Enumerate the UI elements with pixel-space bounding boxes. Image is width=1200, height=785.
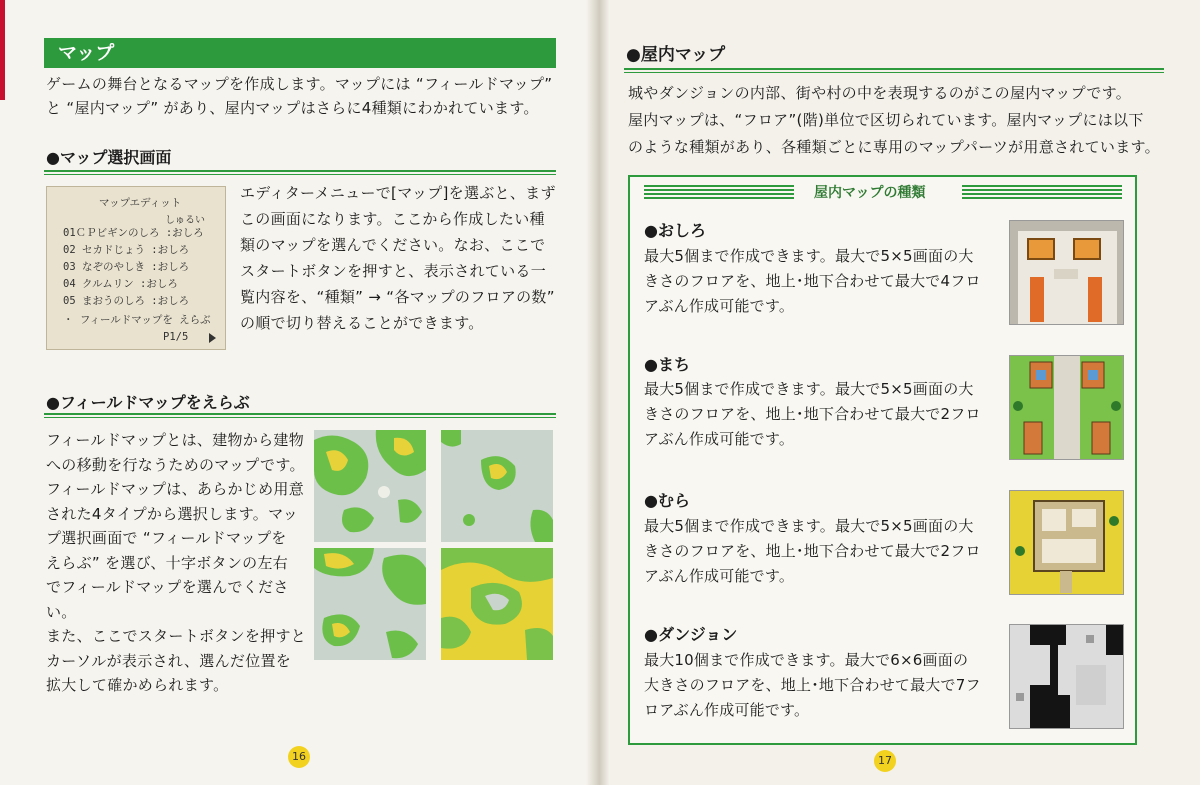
body-line: 最大5個まで作成できます。最大で5×5画面の大 bbox=[644, 380, 974, 398]
body-line: プ選択画面で “フィールドマップを bbox=[46, 529, 287, 547]
editor-row: 04 クルムリン :おしろ bbox=[63, 278, 178, 290]
intro-line: ゲームの舞台となるマップを作成します。マップには “フィールドマップ” bbox=[46, 75, 553, 93]
editor-row: 01ＣＰビギンのしろ :おしろ bbox=[63, 227, 204, 239]
body-line: この画面になります。ここから作成したい種 bbox=[240, 210, 545, 228]
body-line: フィールドマップとは、建物から建物 bbox=[46, 431, 305, 449]
editor-page-indicator: P1/5 bbox=[163, 331, 189, 343]
edge-marker bbox=[0, 0, 5, 100]
left-page bbox=[0, 0, 592, 785]
body-line: 最大10個まで作成できます。最大で6×6画面の bbox=[644, 651, 969, 669]
body-line: また、ここでスタートボタンを押すと bbox=[46, 627, 307, 645]
map-editor-screenshot bbox=[46, 186, 226, 350]
editor-row: ・ フィールドマップを えらぶ bbox=[63, 314, 211, 326]
body-line: ロアぶん作成可能です。 bbox=[644, 701, 810, 719]
village-map-image bbox=[1009, 490, 1124, 595]
editor-title: マップエディット bbox=[99, 197, 182, 209]
editor-row: 02 セカドじょう :おしろ bbox=[63, 244, 190, 256]
section2-text bbox=[46, 428, 316, 698]
type-description bbox=[644, 244, 1004, 319]
type-description bbox=[644, 377, 1004, 452]
intro-line: と “屋内マップ” があり、屋内マップはさらに4種類にわかれています。 bbox=[46, 99, 539, 117]
editor-hint: しゅるい bbox=[165, 215, 205, 226]
field-map-image bbox=[441, 430, 553, 542]
body-line: きさのフロアを、地上･地下合わせて最大で4フロ bbox=[644, 272, 981, 290]
type-description bbox=[644, 514, 1004, 589]
box-header bbox=[644, 180, 1122, 204]
body-line: 類のマップを選んでください。なお、ここで bbox=[240, 236, 546, 254]
type-description bbox=[644, 648, 1004, 723]
body-line: 屋内マップは、“フロア”(階)単位で区切られています。屋内マップには以下 bbox=[628, 111, 1144, 129]
body-line: 最大5個まで作成できます。最大で5×5画面の大 bbox=[644, 247, 974, 265]
type-title: ●むら bbox=[644, 491, 690, 510]
body-line: えらぶ” を選び、十字ボタンの左右 bbox=[46, 553, 289, 572]
page-number: 16 bbox=[288, 746, 310, 768]
body-line: きさのフロアを、地上･地下合わせて最大で2フロ bbox=[644, 405, 981, 423]
field-map-image bbox=[441, 548, 553, 660]
section1-text bbox=[240, 180, 570, 336]
body-line: カーソルが表示され、選んだ位置を bbox=[46, 651, 292, 670]
body-line: エディターメニューで[マップ]を選ぶと、まず bbox=[240, 184, 556, 202]
body-line: アぶん作成可能です。 bbox=[644, 297, 795, 315]
section-rule bbox=[44, 413, 556, 418]
section-title: ●フィールドマップをえらぶ bbox=[46, 393, 250, 412]
header-bar bbox=[44, 38, 556, 68]
editor-row: 05 まおうのしろ :おしろ bbox=[63, 295, 190, 307]
body-line: フィールドマップは、あらかじめ用意 bbox=[46, 480, 305, 498]
body-line: きさのフロアを、地上･地下合わせて最大で2フロ bbox=[644, 542, 981, 560]
section-rule bbox=[624, 68, 1164, 73]
page-number: 17 bbox=[874, 750, 896, 772]
section-rule bbox=[44, 170, 556, 175]
section-title: ●マップ選択画面 bbox=[46, 148, 172, 167]
cursor-arrow-icon bbox=[209, 333, 216, 343]
field-map-image bbox=[314, 430, 426, 542]
body-line: 拡大して確かめられます。 bbox=[46, 676, 229, 694]
body-line: でフィールドマップを選んでください。 bbox=[46, 578, 289, 621]
header-stripes bbox=[962, 185, 1122, 199]
type-title: ●ダンジョン bbox=[644, 625, 738, 644]
body-line: 城やダンジョンの内部、街や村の中を表現するのがこの屋内マップです。 bbox=[628, 84, 1132, 102]
editor-row: 03 なぞのやしき :おしろ bbox=[63, 261, 190, 273]
box-title: 屋内マップの種類 bbox=[814, 185, 926, 201]
dungeon-map-image bbox=[1009, 624, 1124, 729]
header-stripes bbox=[644, 185, 794, 199]
indoor-map-text bbox=[628, 80, 1188, 161]
town-map-image bbox=[1009, 355, 1124, 460]
body-line: 最大5個まで作成できます。最大で5×5画面の大 bbox=[644, 517, 974, 535]
field-map-image bbox=[314, 548, 426, 660]
type-title: ●まち bbox=[644, 355, 690, 374]
body-line: アぶん作成可能です。 bbox=[644, 430, 795, 448]
body-line: への移動を行なうためのマップです。 bbox=[46, 455, 305, 474]
intro-text bbox=[46, 72, 566, 120]
castle-map-image bbox=[1009, 220, 1124, 325]
body-line: スタートボタンを押すと、表示されている一 bbox=[240, 262, 547, 280]
body-line: のような種類があり、各種類ごとに専用のマップパーツが用意されています。 bbox=[628, 138, 1160, 156]
body-line: の順で切り替えることができます。 bbox=[240, 314, 484, 332]
body-line: 大きさのフロアを、地上･地下合わせて最大で7フ bbox=[644, 676, 981, 694]
section-title: ●屋内マップ bbox=[626, 45, 726, 65]
body-line: 覧内容を、“種類” → “各マップのフロアの数” bbox=[240, 288, 555, 306]
body-line: された4タイプから選択します。マッ bbox=[46, 504, 299, 523]
type-title: ●おしろ bbox=[644, 221, 706, 240]
body-line: アぶん作成可能です。 bbox=[644, 567, 795, 585]
page-header: マップ bbox=[58, 42, 115, 64]
